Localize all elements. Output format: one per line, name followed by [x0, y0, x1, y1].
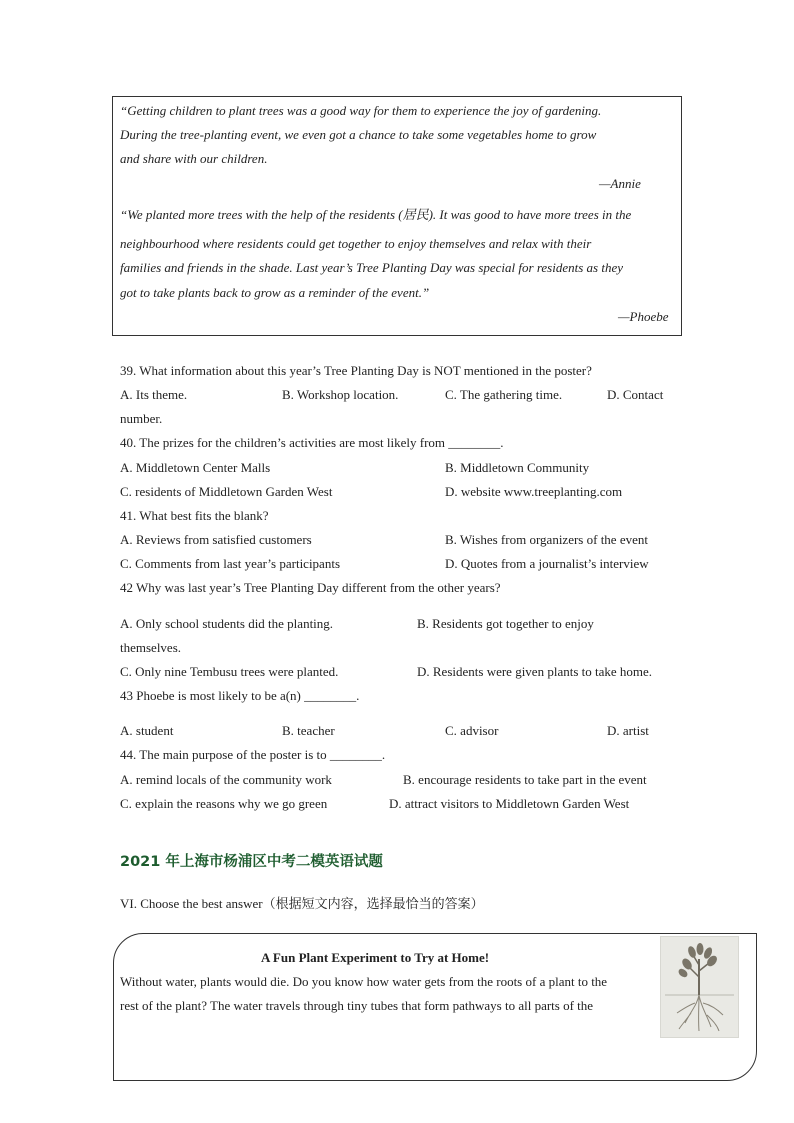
plant-roots-icon [660, 936, 739, 1038]
q41-option-b: B. Wishes from organizers of the event [445, 532, 648, 547]
q39-option-a: A. Its theme. [120, 387, 188, 402]
q40-stem: 40. The prizes for the children’s activities are most likely from ________. [120, 435, 504, 450]
q40-option-b: B. Middletown Community [445, 460, 590, 475]
q40-option-a: A. Middletown Center Malls [120, 460, 271, 475]
q39-stem: 39. What information about this year’s Tree Planting Day is NOT mentioned in the poster? [120, 363, 592, 378]
q42-option-a: A. Only school students did the planting. [120, 616, 334, 631]
annie-quote-line-2: During the tree-planting event, we even got a chance to take some vegetables home to grow [120, 127, 597, 142]
annie-signature: —Annie [599, 176, 641, 191]
q39-option-b: B. Workshop location. [282, 387, 399, 402]
annie-quote-line-3: and share with our children. [120, 151, 268, 166]
q42-option-c: C. Only nine Tembusu trees were planted. [120, 664, 339, 679]
q41-option-c: C. Comments from last year’s participants [120, 556, 340, 571]
q41-option-d: D. Quotes from a journalist’s interview [445, 556, 649, 571]
phoebe-signature: —Phoebe [618, 309, 669, 324]
q44-option-c: C. explain the reasons why we go green [120, 796, 328, 811]
q43-option-d: D. artist [607, 723, 649, 738]
phoebe-quote-line-2: neighbourhood where residents could get together to enjoy themselves and relax with their [120, 236, 592, 251]
annie-quote-line-1: “Getting children to plant trees was a good way for them to experience the joy of gardening. [120, 103, 602, 118]
section-instruction: VI. Choose the best answer（根据短文内容，选择最恰当的答案） [120, 896, 484, 911]
experiment-line-2: rest of the plant? The water travels through tiny tubes that form pathways to all parts of the [120, 998, 594, 1013]
q43-stem: 43 Phoebe is most likely to be a(n) ________. [120, 688, 360, 703]
phoebe-quote-line-3: families and friends in the shade. Last year’s Tree Planting Day was special for residents as they [120, 260, 624, 275]
q43-option-c: C. advisor [445, 723, 499, 738]
q42-option-b-wrap: themselves. [120, 640, 182, 655]
phoebe-quote-line-1: “We planted more trees with the help of the residents (居民). It was good to have more trees in the [120, 207, 632, 222]
q40-option-d: D. website www.treeplanting.com [445, 484, 623, 499]
q42-option-d: D. Residents were given plants to take home. [417, 664, 653, 679]
experiment-title: A Fun Plant Experiment to Try at Home! [261, 950, 490, 965]
q39-option-d: D. Contact [607, 387, 664, 402]
q42-option-b: B. Residents got together to enjoy [417, 616, 594, 631]
q44-option-d: D. attract visitors to Middletown Garden West [389, 796, 630, 811]
phoebe-quote-line-4: got to take plants back to grow as a reminder of the event.” [120, 285, 430, 300]
q39-option-d-wrap: number. [120, 411, 163, 426]
q42-stem: 42 Why was last year’s Tree Planting Day different from the other years? [120, 580, 501, 595]
q44-stem: 44. The main purpose of the poster is to ________. [120, 747, 386, 762]
section-heading: 2021 年上海市杨浦区中考二模英语试题 [120, 854, 383, 870]
q44-option-b: B. encourage residents to take part in the event [403, 772, 647, 787]
q41-stem: 41. What best fits the blank? [120, 508, 269, 523]
q40-option-c: C. residents of Middletown Garden West [120, 484, 333, 499]
q44-option-a: A. remind locals of the community work [120, 772, 332, 787]
q39-option-c: C. The gathering time. [445, 387, 563, 402]
experiment-line-1: Without water, plants would die. Do you know how water gets from the roots of a plant to the [120, 974, 608, 989]
q41-option-a: A. Reviews from satisfied customers [120, 532, 312, 547]
q43-option-b: B. teacher [282, 723, 335, 738]
q43-option-a: A. student [120, 723, 174, 738]
